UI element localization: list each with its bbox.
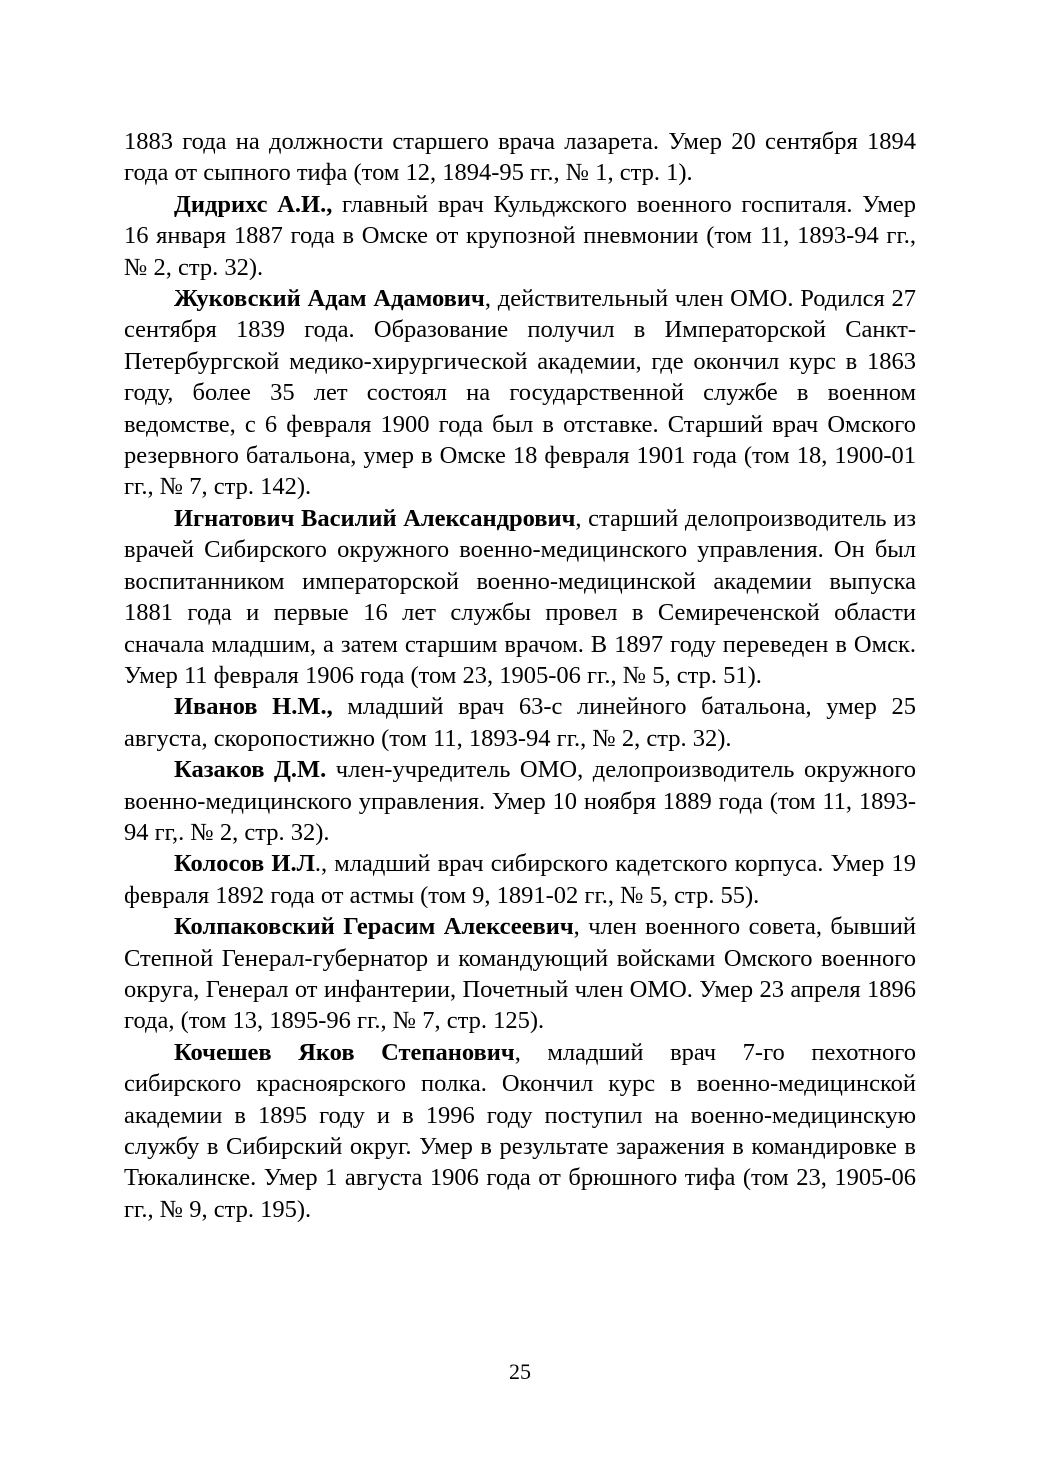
entry-kolosov — [124, 848, 916, 911]
entry-name: Жуковский Адам Адамович — [174, 285, 485, 313]
entry-text: 1883 года на должности старшего врача лазарета. Умер 20 сентября 1894 года от сыпного тифа (том 12, 1894-95 гг., № 1, стр. 1). — [124, 128, 916, 187]
entry-name: Казаков Д.М. — [174, 756, 327, 784]
entry-kocheshev — [124, 1037, 916, 1225]
page-body — [124, 126, 916, 1225]
entry-name: Кочешев Яков Степанович — [174, 1038, 515, 1066]
entry-text: , младший врач 7-го пехотного сибирского красноярского полка. Окончил курс в военно-медицинской академии в 1895 году и в 1996 году поступил на военно-медицинскую службу в Сибирский округ. Умер в результате заражения в командировке в Тюкалинске. Умер 1 августа 1906 года от брюшного тифа (том 23, 1905-06 гг., № 9, стр. 195). — [124, 1038, 916, 1223]
page-number: 25 — [509, 1359, 531, 1384]
entry-kazakov — [124, 754, 916, 848]
entry-ignatovich — [124, 503, 916, 691]
entry-name: Колосов И.Л — [174, 850, 315, 878]
entry-name: Иванов Н.М., — [174, 693, 333, 721]
entry-continuation — [124, 126, 916, 189]
entry-name: Колпаковский Герасим Алексеевич — [174, 913, 574, 941]
entry-text: ., младший врач сибирского кадетского корпуса. Умер 19 февраля 1892 года от астмы (том 9, 1891-02 гг., № 5, стр. 55). — [124, 850, 916, 909]
entry-name: Дидрихс А.И., — [174, 190, 333, 218]
entry-text: младший врач 63-с линейного батальона, умер 25 августа, скоропостижно (том 11, 1893-94 гг., № 2, стр. 32). — [124, 693, 916, 752]
entry-kolpakovsky — [124, 911, 916, 1037]
entry-ivanov — [124, 691, 916, 754]
entry-text: , старший делопроизводитель из врачей Сибирского окружного военно-медицинского управления. Он был воспитанником императорской военно-медицинской академии выпуска 1881 года и первые 16 лет службы провел в Семиреченской области сначала младшим, а затем старшим врачом. В 1897 году переведен в Омск. Умер 11 февраля 1906 года (том 23, 1905-06 гг., № 5, стр. 51). — [124, 504, 917, 689]
entry-text: , действительный член ОМО. Родился 27 сентября 1839 года. Образование получил в Императорской Санкт-Петербургской медико-хирургической академии, где окончил курс в 1863 году, более 35 лет состоял на государственной службе в военном ведомстве, с 6 февраля 1900 года был в отставке. Старший врач Омского резервного батальона, умер в Омске 18 февраля 1901 года (том 18, 1900-01 гг., № 7, стр. 142). — [124, 285, 917, 501]
entry-text: главный врач Кульджского военного госпиталя. Умер 16 января 1887 года в Омске от крупозной пневмонии (том 11, 1893-94 гг., № 2, стр. 32). — [124, 190, 916, 281]
entry-zhukovsky — [124, 283, 916, 503]
entry-text: член-учредитель ОМО, делопроизводитель окружного военно-медицинского управления. Умер 10 ноября 1889 года (том 11, 1893-94 гг,. № 2, стр. 32). — [124, 756, 917, 846]
entry-didrihs — [124, 189, 916, 283]
entry-name: Игнатович Василий Александрович — [174, 504, 576, 532]
entry-text: , член военного совета, бывший Степной Генерал-губернатор и командующий войсками Омского военного округа, Генерал от инфантерии, Почетный член ОМО. Умер 23 апреля 1896 года, (том 13, 1895-96 гг., № 7, стр. 125). — [124, 913, 917, 1035]
